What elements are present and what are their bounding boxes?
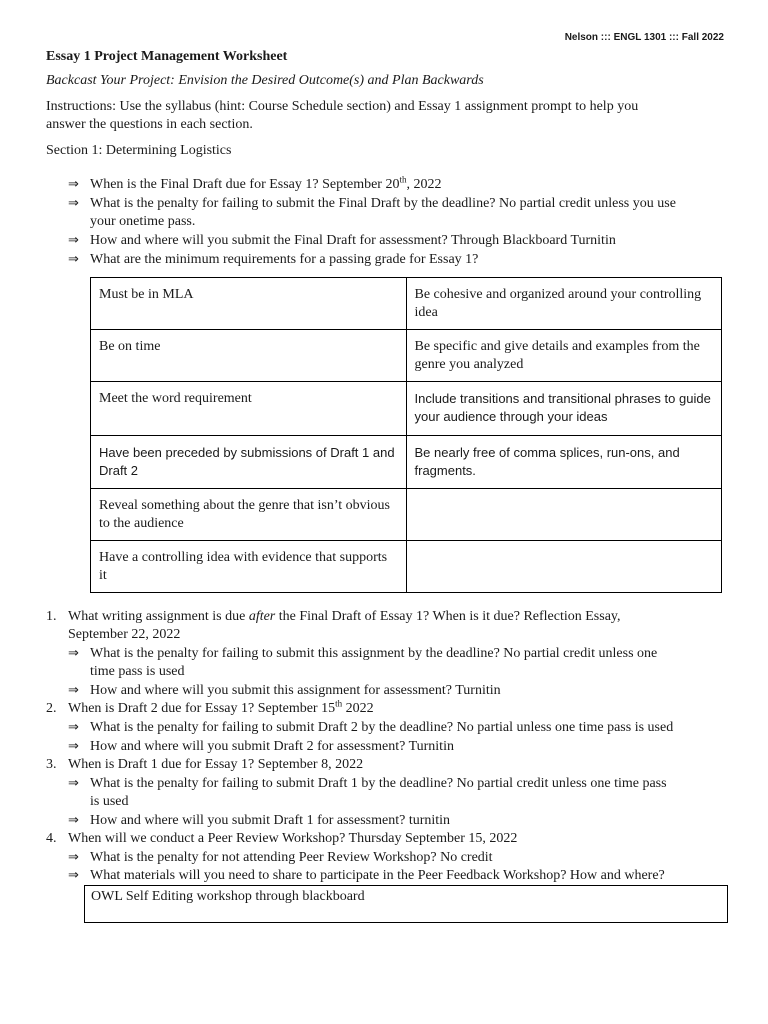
question-text: What is the penalty for failing to submit the Final Draft by the deadline? No partial credit unless you use — [90, 196, 676, 211]
table-cell: Reveal something about the genre that isn’t obvious to the audience — [91, 489, 407, 541]
course-header: Nelson ::: ENGL 1301 ::: Fall 2022 — [564, 32, 724, 43]
table-row — [91, 330, 722, 382]
question-text: What is the penalty for failing to submit Draft 1 by the deadline? No partial credit unless one time pass — [90, 776, 667, 791]
instructions-line-1: Instructions: Use the syllabus (hint: Course Schedule section) and Essay 1 assignment prompt to help you — [46, 99, 639, 114]
question-text: What is the penalty for failing to submit Draft 2 by the deadline? No partial unless one time pass is used — [90, 720, 674, 735]
answer-box: OWL Self Editing workshop through blackboard — [84, 885, 728, 923]
question-text: What materials will you need to share to participate in the Peer Feedback Workshop? How and where? — [90, 868, 665, 883]
question-text: When is the Final Draft due for Essay 1? September 20th, 2022 — [90, 174, 442, 192]
list-item-text: When is Draft 2 due for Essay 1? September 15th 2022 — [68, 698, 374, 716]
arrow-icon: ⇒ — [68, 739, 79, 754]
list-number: 1. — [46, 609, 57, 624]
page-subtitle: Backcast Your Project: Envision the Desired Outcome(s) and Plan Backwards — [46, 73, 484, 88]
arrow-icon: ⇒ — [68, 813, 79, 828]
arrow-icon: ⇒ — [68, 776, 79, 791]
question-text: How and where will you submit Draft 1 for assessment? turnitin — [90, 813, 451, 828]
table-row — [91, 436, 722, 489]
list-item-text: September 22, 2022 — [68, 627, 181, 642]
table-row — [91, 278, 722, 330]
list-number: 4. — [46, 831, 57, 846]
instructions-line-2: answer the questions in each section. — [46, 117, 253, 132]
table-row — [91, 489, 722, 541]
question-text: What is the penalty for not attending Peer Review Workshop? No credit — [90, 850, 493, 865]
question-text: your onetime pass. — [90, 214, 196, 229]
table-cell: Must be in MLA — [91, 278, 407, 330]
arrow-icon: ⇒ — [68, 177, 79, 192]
table-cell: Meet the word requirement — [91, 382, 407, 436]
question-text: How and where will you submit Draft 2 for assessment? Turnitin — [90, 739, 454, 754]
page-title: Essay 1 Project Management Worksheet — [46, 49, 288, 64]
table-cell: Be on time — [91, 330, 407, 382]
question-text: is used — [90, 794, 129, 809]
table-cell: Include transitions and transitional phrases to guide your audience through your ideas — [406, 382, 722, 436]
list-number: 2. — [46, 701, 57, 716]
arrow-icon: ⇒ — [68, 252, 79, 267]
requirements-table — [90, 277, 722, 593]
table-cell: Be cohesive and organized around your controlling idea — [406, 278, 722, 330]
arrow-icon: ⇒ — [68, 233, 79, 248]
table-cell: Have a controlling idea with evidence that supports it — [91, 541, 407, 593]
table-cell — [406, 489, 722, 541]
question-text: What is the penalty for failing to submit this assignment by the deadline? No partial credit unless one — [90, 646, 658, 661]
question-text: How and where will you submit this assignment for assessment? Turnitin — [90, 683, 501, 698]
section-heading: Section 1: Determining Logistics — [46, 143, 232, 158]
arrow-icon: ⇒ — [68, 720, 79, 735]
table-row — [91, 541, 722, 593]
arrow-icon: ⇒ — [68, 850, 79, 865]
question-text: How and where will you submit the Final Draft for assessment? Through Blackboard Turnitin — [90, 233, 616, 248]
table-cell: Have been preceded by submissions of Draft 1 and Draft 2 — [91, 436, 407, 489]
list-item-text: What writing assignment is due after the Final Draft of Essay 1? When is it due? Reflection Essay, — [68, 609, 621, 624]
question-text: What are the minimum requirements for a passing grade for Essay 1? — [90, 252, 479, 267]
list-item-text: When is Draft 1 due for Essay 1? September 8, 2022 — [68, 757, 364, 772]
table-cell: Be specific and give details and examples from the genre you analyzed — [406, 330, 722, 382]
table-cell — [406, 541, 722, 593]
table-row — [91, 382, 722, 436]
arrow-icon: ⇒ — [68, 868, 79, 883]
arrow-icon: ⇒ — [68, 196, 79, 211]
question-text: time pass is used — [90, 664, 185, 679]
list-number: 3. — [46, 757, 57, 772]
list-item-text: When will we conduct a Peer Review Workshop? Thursday September 15, 2022 — [68, 831, 518, 846]
arrow-icon: ⇒ — [68, 683, 79, 698]
table-cell: Be nearly free of comma splices, run-ons, and fragments. — [406, 436, 722, 489]
arrow-icon: ⇒ — [68, 646, 79, 661]
